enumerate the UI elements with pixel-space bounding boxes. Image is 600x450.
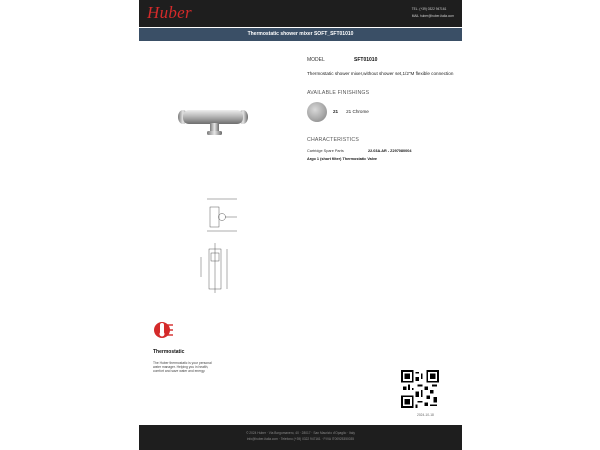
datasheet-page <box>139 0 462 450</box>
technical-drawing <box>197 193 267 298</box>
product-description: Thermostatic shower mixer,without shower set,1/2"M flexible connection <box>307 71 454 76</box>
thermostatic-logo-icon <box>153 319 175 341</box>
thermostatic-text: The Huber thermostatic is your personal water manager. Helping you in health, comfort and save water and energy. <box>153 361 212 374</box>
footer-address: © 2024 Huber · Via Borgomanero, 40 · 28017 · San Maurizio d'Opaglio · Italy <box>246 431 355 435</box>
thermostatic-block <box>153 319 217 373</box>
contact-email: MAIL huber@huber-italia.com <box>411 14 454 18</box>
issue-date: 2024-10-18 <box>417 413 434 417</box>
characteristic-row <box>307 149 457 153</box>
footer <box>139 425 462 450</box>
finish-swatch <box>307 102 327 122</box>
finish-item <box>307 102 457 122</box>
finish-code: 21 <box>333 109 339 114</box>
contact-phone: TEL. (+39) 0322 947161 <box>411 7 447 11</box>
model-label: MODEL <box>307 57 325 63</box>
specs-panel <box>307 57 457 161</box>
model-row <box>307 57 457 63</box>
characteristic-note: Argo 1 (short filter) Thermostatic Valve <box>307 156 378 161</box>
qr-code-icon <box>401 370 439 408</box>
characteristics-heading: CHARACTERISTICS <box>307 136 359 143</box>
finish-name: 21 Chrome <box>346 109 369 114</box>
contact-info <box>412 6 454 20</box>
finishings-heading: AVAILABLE FINISHINGS <box>307 89 370 96</box>
huber-logo: Huber <box>147 3 192 22</box>
product-image <box>165 101 265 143</box>
model-code: SFT01010 <box>354 57 378 63</box>
characteristic-value: 22.03A.AR - Z297080004 <box>368 148 412 153</box>
thermostatic-title: Thermostatic <box>153 349 185 355</box>
page-title: Thermostatic shower mixer SOFT_SFT01010 <box>139 28 462 41</box>
header-bar <box>139 0 462 27</box>
footer-contacts: info@huber-italia.com · Telefono (+39) 0322 947161 · P.IVA IT00925350035 <box>246 437 355 441</box>
characteristic-key: Cartridge Spare Parts <box>307 148 344 153</box>
